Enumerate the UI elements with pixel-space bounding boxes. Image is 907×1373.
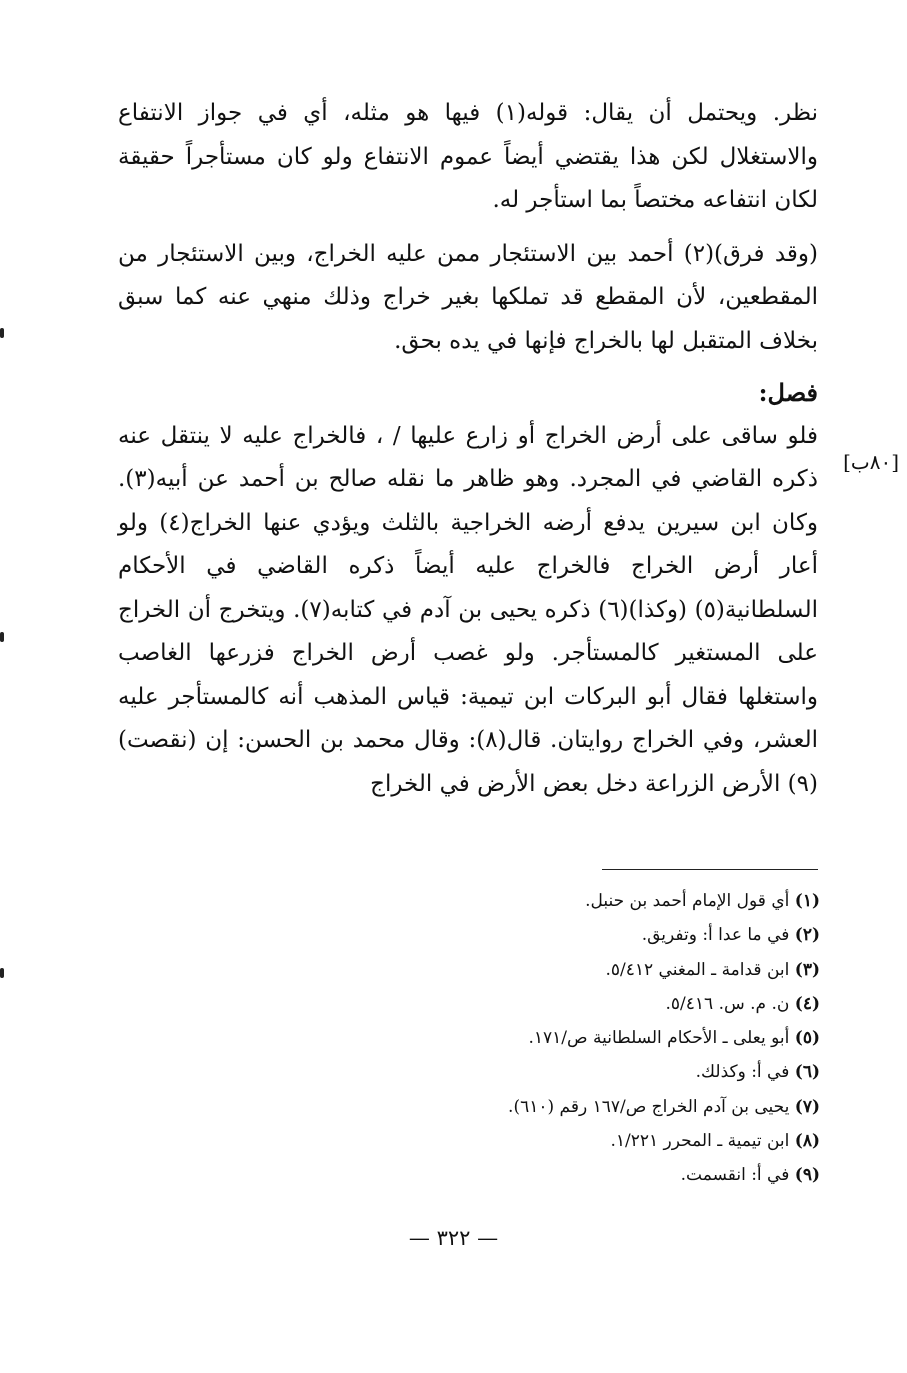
footnote-item bbox=[200, 1158, 820, 1192]
footnote-text: أي قول الإمام أحمد بن حنبل. bbox=[585, 891, 790, 911]
footnote-item bbox=[200, 987, 820, 1021]
main-text bbox=[118, 92, 818, 806]
footnote-number: (٩) bbox=[794, 1165, 820, 1186]
scan-speck bbox=[0, 632, 4, 642]
footnote-text: ابن تيمية ـ المحرر ١/٢٢١. bbox=[610, 1131, 790, 1152]
section-paragraph: فلو ساقى على أرض الخراج أو زارع عليها / ، فالخراج عليه لا ينتقل عنه ذكره القاضي في المجرد. وهو ظاهر ما نقله صالح بن أحمد عن أبيه(٣). وكان ابن سيرين يدفع أرضه الخراجية بالثلث ويؤدي عنها الخراج(٤) ولو أعار أرض الخراج فالخراج عليه أيضاً ذكره القاضي في الأحكام السلطانية(٥) (وكذا)(٦) ذكره يحيى بن آدم في كتابه(٧). ويتخرج أن الخراج على المستغير كالمستأجر. ولو غصب أرض الخراج فزرعها الغاصب واستغلها فقال أبو البركات ابن تيمية: قياس المذهب أنه كالمستأجر عليه العشر، وفي الخراج روايتان. قال(٨): وقال محمد بن الحسن: إن (نقصت)(٩) الأرض الزراعة دخل بعض الأرض في الخراج bbox=[118, 422, 819, 797]
scan-speck bbox=[0, 968, 4, 978]
footnote-text: في أ: انقسمت. bbox=[680, 1165, 790, 1186]
footnote-item bbox=[200, 884, 820, 918]
footnotes-list bbox=[200, 884, 820, 1193]
footnote-number: (٣) bbox=[794, 959, 820, 980]
footnote-divider bbox=[602, 869, 818, 870]
footnote-text: في ما عدا أ: وتفريق. bbox=[641, 925, 790, 946]
footnote-number: (٤) bbox=[794, 993, 820, 1014]
footnote-number: (٢) bbox=[794, 925, 820, 946]
footnote-number: (٧) bbox=[794, 1096, 820, 1117]
footnote-item bbox=[200, 918, 820, 952]
footnote-text: أبو يعلى ـ الأحكام السلطانية ص/١٧١. bbox=[528, 1028, 790, 1049]
footnote-item bbox=[200, 1021, 820, 1055]
footnote-number: (١) bbox=[794, 891, 820, 911]
folio-margin-note: [٨٠ب] bbox=[843, 450, 899, 474]
footnote-item bbox=[200, 953, 820, 987]
footnote-item bbox=[200, 1055, 820, 1089]
footnote-text: ن. م. س. ٥/٤١٦. bbox=[665, 993, 790, 1014]
footnote-number: (٥) bbox=[794, 1028, 820, 1049]
footnote-text: في أ: وكذلك. bbox=[695, 1062, 790, 1083]
footnote-text: ابن قدامة ـ المغني ٥/٤١٢. bbox=[605, 959, 790, 980]
paragraph-2: (وقد فرق)(٢) أحمد بين الاستئجار ممن عليه الخراج، وبين الاستئجار من المقطعين، لأن المقطع قد تملكها بغير خراج وذلك منهي عنه كما سبق بخلاف المتقبل لها بالخراج فإنها في يده بحق. bbox=[118, 240, 818, 354]
footnote-item bbox=[200, 1124, 820, 1158]
footnote-number: (٨) bbox=[794, 1131, 820, 1152]
scan-speck bbox=[0, 328, 4, 338]
page-number: — ٣٢٢ — bbox=[408, 1226, 499, 1250]
paragraph-1: نظر. ويحتمل أن يقال: قوله(١) فيها هو مثله، أي في جواز الانتفاع والاستغلال لكن هذا يقتضي أيضاً عموم الانتفاع ولو كان مستأجراً حقيقة لكان انتفاعه مختصاً بما استأجر له. bbox=[118, 100, 818, 213]
section-heading: فصل: bbox=[758, 378, 818, 407]
footnote-item bbox=[200, 1090, 820, 1124]
footnote-text: يحيى بن آدم الخراج ص/١٦٧ رقم (٦١٠). bbox=[508, 1096, 790, 1117]
footnote-number: (٦) bbox=[794, 1062, 820, 1083]
